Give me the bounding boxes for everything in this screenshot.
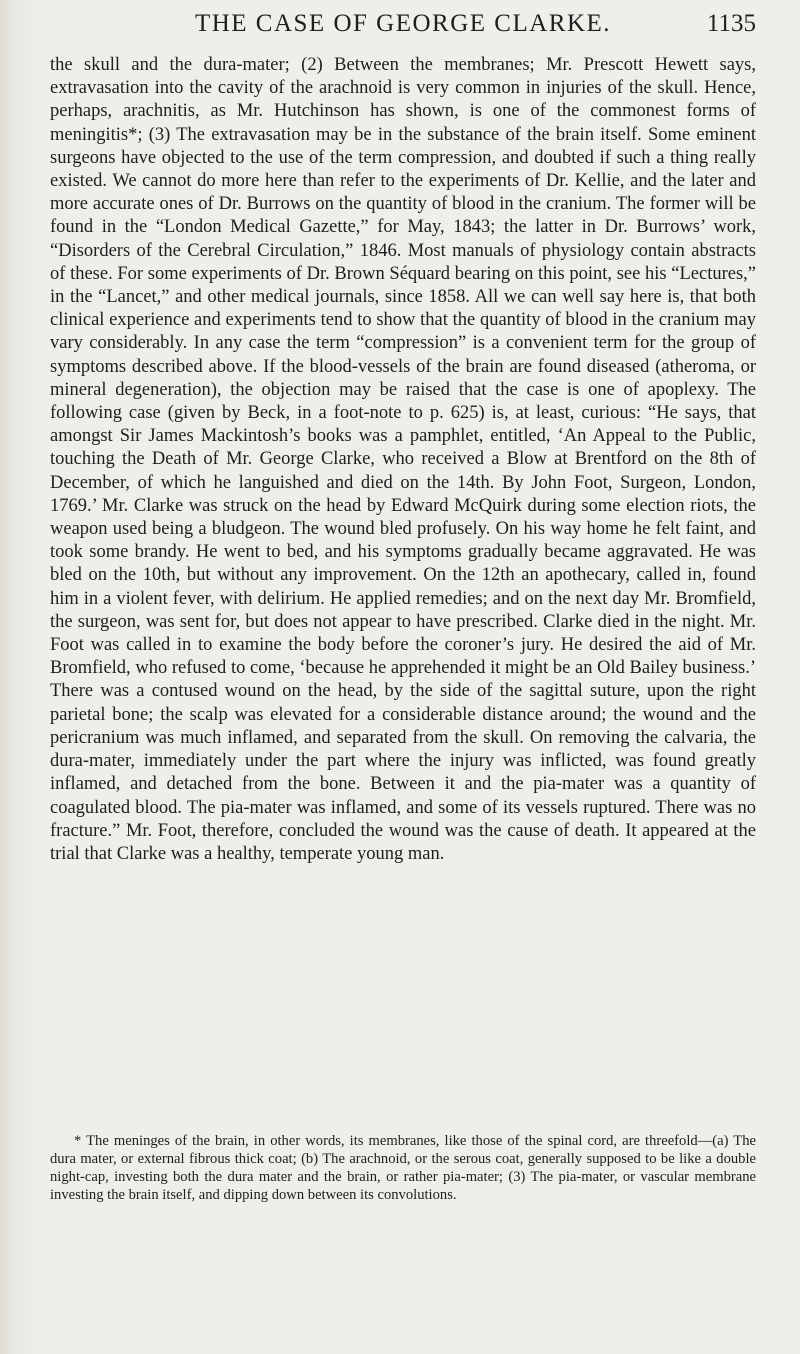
body-paragraph: the skull and the dura-mater; (2) Between the membranes; Mr. Prescott Hewett says, extravasation into the cavity of the arachnoid is very common in injuries of the skull. Hence, perhaps, arachnitis, as Mr. Hutchinson has shown, is one of the commonest forms of meningitis*; (3) The extravasation may be in the substance of the brain itself. Some eminent surgeons have objected to the use of the term compression, and doubted if such a thing really existed. We cannot do more here than refer to the experiments of Dr. Kellie, and the later and more accurate ones of Dr. Burrows on the quantity of blood in the cranium. The former will be found in the “London Medical Gazette,” for May, 1843; the latter in Dr. Burrows’ work, “Disorders of the Cerebral Circulation,” 1846. Most manuals of physiology contain abstracts of these. For some experiments of Dr. Brown Séquard bearing on this point, see his “Lectures,” in the “Lancet,” and other medical journals, since 1858. All we can well say here is, that both clinical experience and experiments tend to show that the quantity of blood in the cranium may vary considerably. In any case the term “compression” is a convenient term for the group of symptoms described above. If the blood-vessels of the brain are found diseased (atheroma, or mineral degeneration), the objection may be raised that the case is one of apoplexy. The following case (given by Beck, in a foot-note to p. 625) is, at least, curious: “He says, that amongst Sir James Mackintosh’s books was a pamphlet, entitled, ‘An Appeal to the Public, touching the Death of Mr. George Clarke, who received a Blow at Brentford on the 8th of December, of which he languished and died on the 14th. By John Foot, Surgeon, London, 1769.’ Mr. Clarke was struck on the head by Edward McQuirk during some election riots, the weapon used being a bludgeon. The wound bled profusely. On his way home he felt faint, and took some brandy. He went to bed, and his symptoms gradually became aggravated. He was bled on the 10th, but without any improvement. On the 12th an apothecary, called in, found him in a violent fever, with delirium. He applied remedies; and on the next day Mr. Bromfield, the surgeon, was sent for, but does not appear to have prescribed. Clarke died in the night. Mr. Foot was called in to examine the body before the coroner’s jury. He desired the aid of Mr. Bromfield, who refused to come, ‘because he apprehended it might be an Old Bailey business.’ There was a contused wound on the head, by the side of the sagittal suture, upon the right parietal bone; the scalp was elevated for a considerable distance around; the wound and the pericranium was much inflamed, and separated from the skull. On removing the calvaria, the dura-mater, immediately under the part where the injury was inflicted, was found greatly inflamed, and detached from the bone. Between it and the pia-mater was a quantity of coagulated blood. The pia-mater was inflamed, and some of its vessels ruptured. There was no fracture.” Mr. Foot, therefore, concluded the wound was the cause of death. It appeared at the trial that Clarke was a healthy, temperate young man.: [50, 55, 756, 864]
main-text: [50, 54, 756, 866]
page-header: [50, 10, 756, 54]
running-title: THE CASE OF GEORGE CLARKE.: [194, 10, 612, 37]
footnote-text: * The meninges of the brain, in other words, its membranes, like those of the spinal cord, are threefold—(a) The dura mater, or external fibrous thick coat; (b) The arachnoid, or the serous coat, generally supposed to be like a double night-cap, investing both the dura mater and the brain, or rather pia-mater; (3) The pia-mater, or vascular membrane investing the brain itself, and dipping down between its convolutions.: [50, 1133, 756, 1203]
page-number: 1135: [706, 10, 756, 37]
footnote: [50, 1132, 756, 1204]
